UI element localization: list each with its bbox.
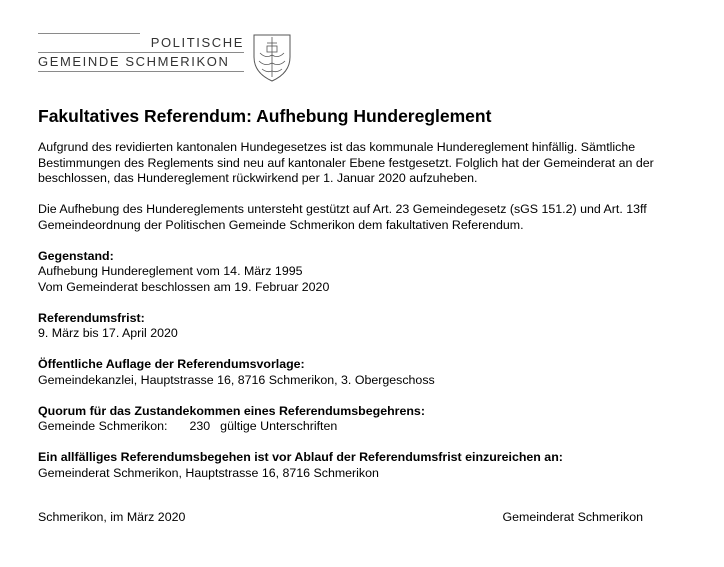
intro-paragraph-1: Aufgrund des revidierten kantonalen Hundegesetzes ist das kommunale Hundereglement hinfällig. Sämtliche Bestimmungen des Reglements sind neu auf kantonaler Ebene festgesetzt. Folglich hat der Gemeinderat an der beschlossen, das Hundereglement rückwirkend per 1. Januar 2020 aufzuheben. [38,140,654,185]
auflage-value: Gemeindekanzlei, Hauptstrasse 16, 8716 Schmerikon, 3. Obergeschoss [38,372,435,387]
document-body [38,140,688,481]
header-rule-bottom [38,71,244,72]
referendumsfrist-value: 9. März bis 17. April 2020 [38,326,178,340]
header-line-1: POLITISCHE [150,35,244,50]
gegenstand-line-2: Vom Gemeinderat beschlossen am 19. Februar 2020 [38,279,330,294]
footer-place-date: Schmerikon, im März 2020 [38,510,186,524]
section-einreichung [38,450,688,481]
document-title: Fakultatives Referendum: Aufhebung Hundereglement [38,106,492,126]
einreichung-label: Ein allfälliges Referendumsbegehen ist vor Ablauf der Referendumsfrist einzureichen an: [38,450,563,464]
intro-paragraph-2: Die Aufhebung des Hundereglements untersteht gestützt auf Art. 23 Gemeindegesetz (sGS 151.2) und Art. 13ff Gemeindeordnung der Politischen Gemeinde Schmerikon dem fakultativen Referendum. [38,202,647,232]
quorum-label: Quorum für das Zustandekommen eines Referendumsbegehrens: [38,403,425,418]
section-referendumsfrist [38,311,688,342]
auflage-label: Öffentliche Auflage der Referendumsvorlage: [38,357,305,371]
section-gegenstand [38,249,688,296]
quorum-count: 230 [189,419,211,433]
header-rule-middle [38,52,244,53]
quorum-row [38,419,688,435]
header-rule-top [38,33,140,34]
section-quorum [38,404,688,435]
gegenstand-label: Gegenstand: [38,248,114,263]
header-line-2: GEMEINDE SCHMERIKON [38,54,230,69]
coat-of-arms-icon [250,31,294,83]
footer-signature: Gemeinderat Schmerikon [502,510,643,524]
section-auflage [38,357,688,388]
quorum-unit: gültige Unterschriften [220,419,338,433]
einreichung-value: Gemeinderat Schmerikon, Hauptstrasse 16, 8716 Schmerikon [38,465,379,480]
quorum-place: Gemeinde Schmerikon: [38,419,168,433]
gegenstand-line-1: Aufhebung Hundereglement vom 14. März 1995 [38,264,303,278]
referendumsfrist-label: Referendumsfrist: [38,310,145,325]
municipality-header [38,31,296,83]
